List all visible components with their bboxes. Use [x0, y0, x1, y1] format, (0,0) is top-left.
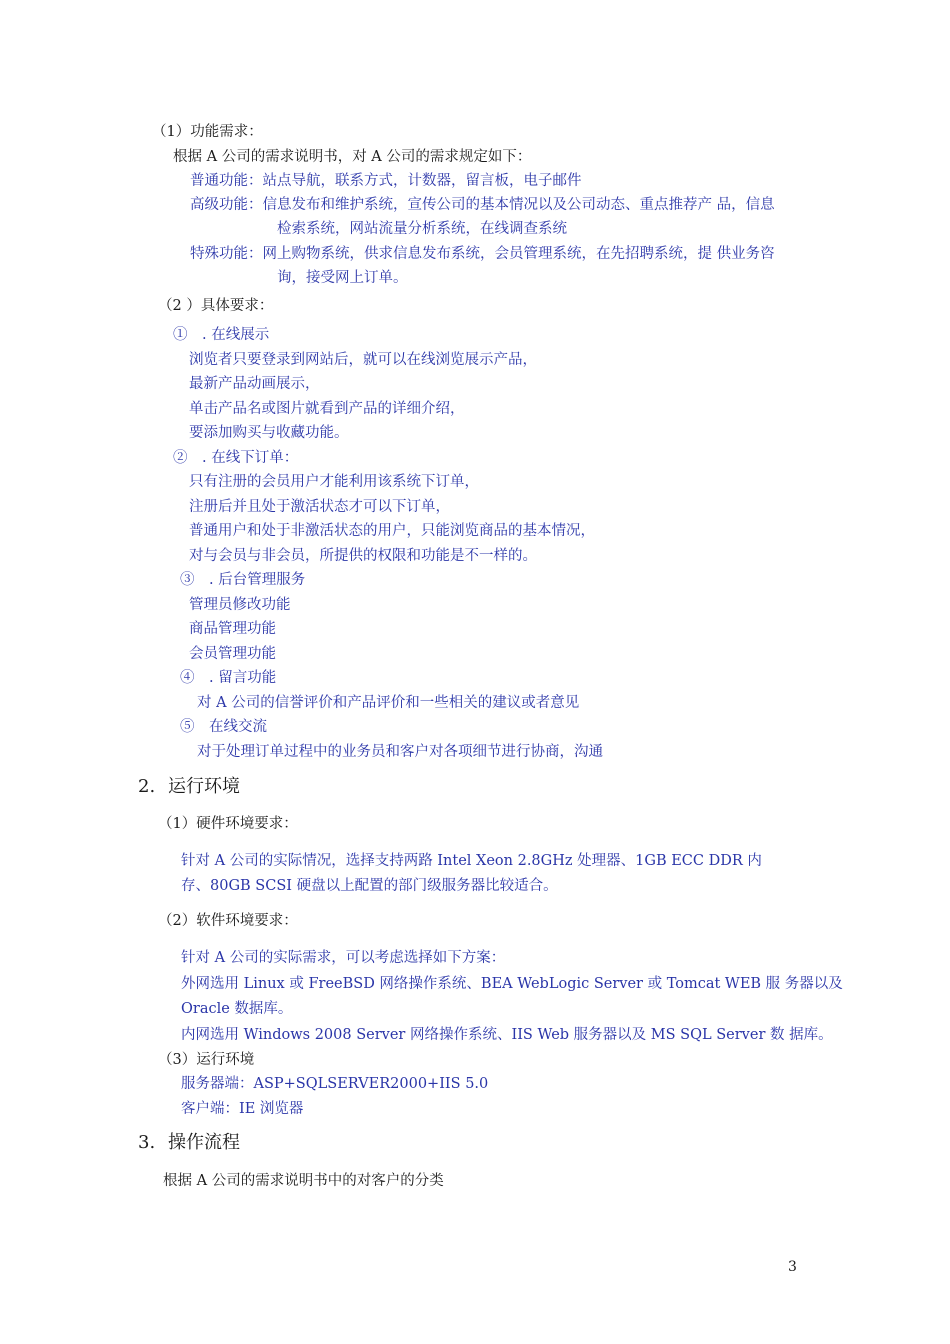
server-env: 服务器端：ASP+SQLSERVER2000+IIS 5.0	[181, 1076, 489, 1092]
hw-line1: 针对 A 公司的实际情况，选择支持两路 Intel Xeon 2.8GHz 处理器、1GB ECC DDR 内	[181, 853, 762, 869]
sw-line3: Oracle 数据库。	[181, 1001, 293, 1017]
section2-title: 运行环境	[168, 776, 240, 797]
item1-line: 浏览者只要登录到网站后，就可以在线浏览展示产品，	[189, 352, 537, 368]
func-advanced-line1: 高级功能：信息发布和维护系统，宣传公司的基本情况以及公司动态、重点推荐产 品，信息	[190, 197, 775, 213]
section2-heading	[138, 775, 240, 799]
item2-line: 普通用户和处于非激活状态的用户，只能浏览商品的基本情况，	[189, 523, 595, 539]
item2-line: 对与会员与非会员，所提供的权限和功能是不一样的。	[189, 548, 537, 564]
item1-line: 最新产品动画展示，	[189, 376, 320, 392]
item1-line: 单击产品名或图片就看到产品的详细介绍，	[189, 401, 465, 417]
detail-req-heading: （2 ）具体要求：	[158, 298, 274, 314]
func-special-line2: 询，接受网上订单。	[277, 270, 408, 286]
item2-line: 注册后并且处于激活状态才可以下订单，	[189, 499, 450, 515]
item1-title: ① . 在线展示	[173, 327, 270, 343]
item1-line: 要添加购买与收藏功能。	[189, 425, 349, 441]
section3-title: 操作流程	[168, 1132, 240, 1153]
run-env-heading: （3）运行环境	[158, 1052, 255, 1068]
item5-line: 对于处理订单过程中的业务员和客户对各项细节进行协商，沟通	[197, 744, 603, 760]
item3-title: ③ . 后台管理服务	[180, 572, 306, 588]
item4-title: ④ . 留言功能	[180, 670, 277, 686]
item3-line: 会员管理功能	[189, 646, 276, 662]
hw-line2: 存、80GB SCSI 硬盘以上配置的部门级服务器比较适合。	[181, 878, 558, 894]
sw-line2: 外网选用 Linux 或 FreeBSD 网络操作系统、BEA WebLogic Server 或 Tomcat WEB 服 务器以及	[181, 976, 843, 992]
sw-line4: 内网选用 Windows 2008 Server 网络操作系统、IIS Web 服务器以及 MS SQL Server 数 据库。	[181, 1027, 833, 1043]
section2-number: 2.	[138, 776, 156, 797]
section3-number: 3.	[138, 1132, 156, 1153]
func-advanced-line2: 检索系统，网站流量分析系统，在线调查系统	[277, 221, 567, 237]
section3-heading	[138, 1131, 240, 1155]
item2-title: ② . 在线下订单：	[173, 450, 299, 466]
sw-heading: （2）软件环境要求：	[158, 913, 298, 929]
sw-line1: 针对 A 公司的实际需求，可以考虑选择如下方案：	[181, 950, 506, 966]
item4-line: 对 A 公司的信誉评价和产品评价和一些相关的建议或者意见	[197, 695, 580, 711]
func-normal: 普通功能：站点导航，联系方式，计数器，留言板，电子邮件	[190, 173, 582, 189]
section3-text: 根据 A 公司的需求说明书中的对客户的分类	[163, 1173, 444, 1189]
item3-line: 商品管理功能	[189, 621, 276, 637]
func-req-intro: 根据 A 公司的需求说明书，对 A 公司的需求规定如下：	[173, 149, 532, 165]
hw-heading: （1）硬件环境要求：	[158, 816, 298, 832]
item3-line: 管理员修改功能	[189, 597, 291, 613]
item2-line: 只有注册的会员用户才能利用该系统下订单，	[189, 474, 479, 490]
client-env: 客户端：IE 浏览器	[181, 1101, 304, 1117]
func-special-line1: 特殊功能：网上购物系统，供求信息发布系统，会员管理系统，在先招聘系统，提 供业务咨	[190, 246, 775, 262]
item5-title: ⑤ 在线交流	[180, 719, 267, 735]
page-number: 3	[788, 1259, 797, 1275]
func-req-heading: （1）功能需求：	[152, 124, 263, 140]
